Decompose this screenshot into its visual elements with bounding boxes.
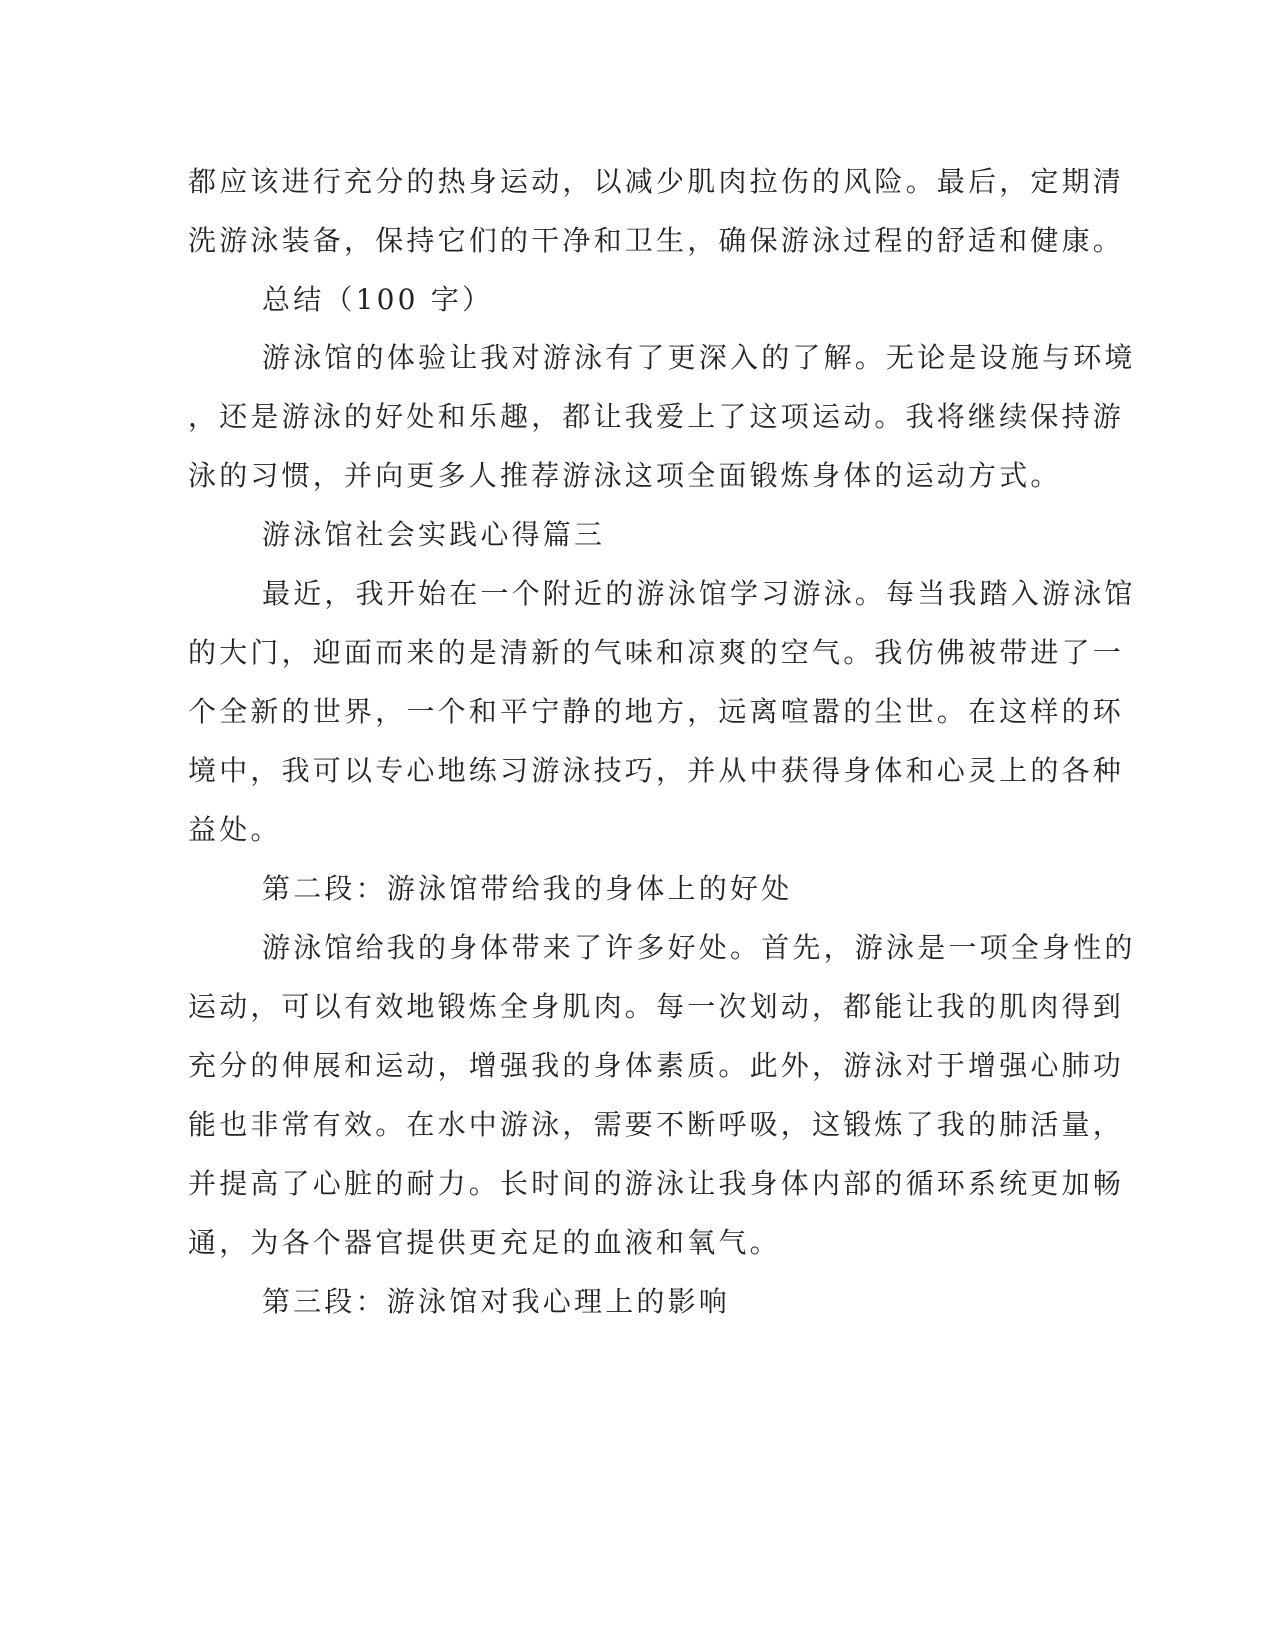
text-line: 境中，我可以专心地练习游泳技巧，并从中获得身体和心灵上的各种: [188, 754, 1125, 787]
text-line: ，还是游泳的好处和乐趣，都让我爱上了这项运动。我将继续保持游: [188, 400, 1125, 433]
section-heading-paragraph-three: 第三段：游泳馆对我心理上的影响: [262, 1285, 731, 1318]
text-line: 通，为各个器官提供更充足的血液和氧气。: [188, 1226, 781, 1259]
text-line: 能也非常有效。在水中游泳，需要不断呼吸，这锻炼了我的肺活量，: [188, 1108, 1125, 1141]
text-line: 的大门，迎面而来的是清新的气味和凉爽的空气。我仿佛被带进了一: [188, 636, 1125, 669]
text-line: 个全新的世界，一个和平宁静的地方，远离喧嚣的尘世。在这样的环: [188, 695, 1125, 728]
text-line: 并提高了心脏的耐力。长时间的游泳让我身体内部的循环系统更加畅: [188, 1167, 1125, 1200]
text-line: 都应该进行充分的热身运动，以减少肌肉拉伤的风险。最后，定期清: [188, 165, 1125, 198]
text-line: 泳的习惯，并向更多人推荐游泳这项全面锻炼身体的运动方式。: [188, 459, 1062, 492]
text-line: 游泳馆给我的身体带来了许多好处。首先，游泳是一项全身性的: [262, 931, 1136, 964]
text-line: 益处。: [188, 813, 282, 846]
section-heading-paragraph-two: 第二段：游泳馆带给我的身体上的好处: [262, 872, 793, 905]
text-line: 洗游泳装备，保持它们的干净和卫生，确保游泳过程的舒适和健康。: [188, 224, 1125, 257]
text-line: 游泳馆的体验让我对游泳有了更深入的了解。无论是设施与环境: [262, 341, 1136, 374]
text-line: 最近，我开始在一个附近的游泳馆学习游泳。每当我踏入游泳馆: [262, 577, 1136, 610]
text-line: 充分的伸展和运动，增强我的身体素质。此外，游泳对于增强心肺功: [188, 1049, 1125, 1082]
text-line: 运动，可以有效地锻炼全身肌肉。每一次划动，都能让我的肌肉得到: [188, 990, 1125, 1023]
section-heading-summary: 总结（100 字）: [262, 283, 494, 316]
section-heading-part-three: 游泳馆社会实践心得篇三: [262, 518, 606, 551]
